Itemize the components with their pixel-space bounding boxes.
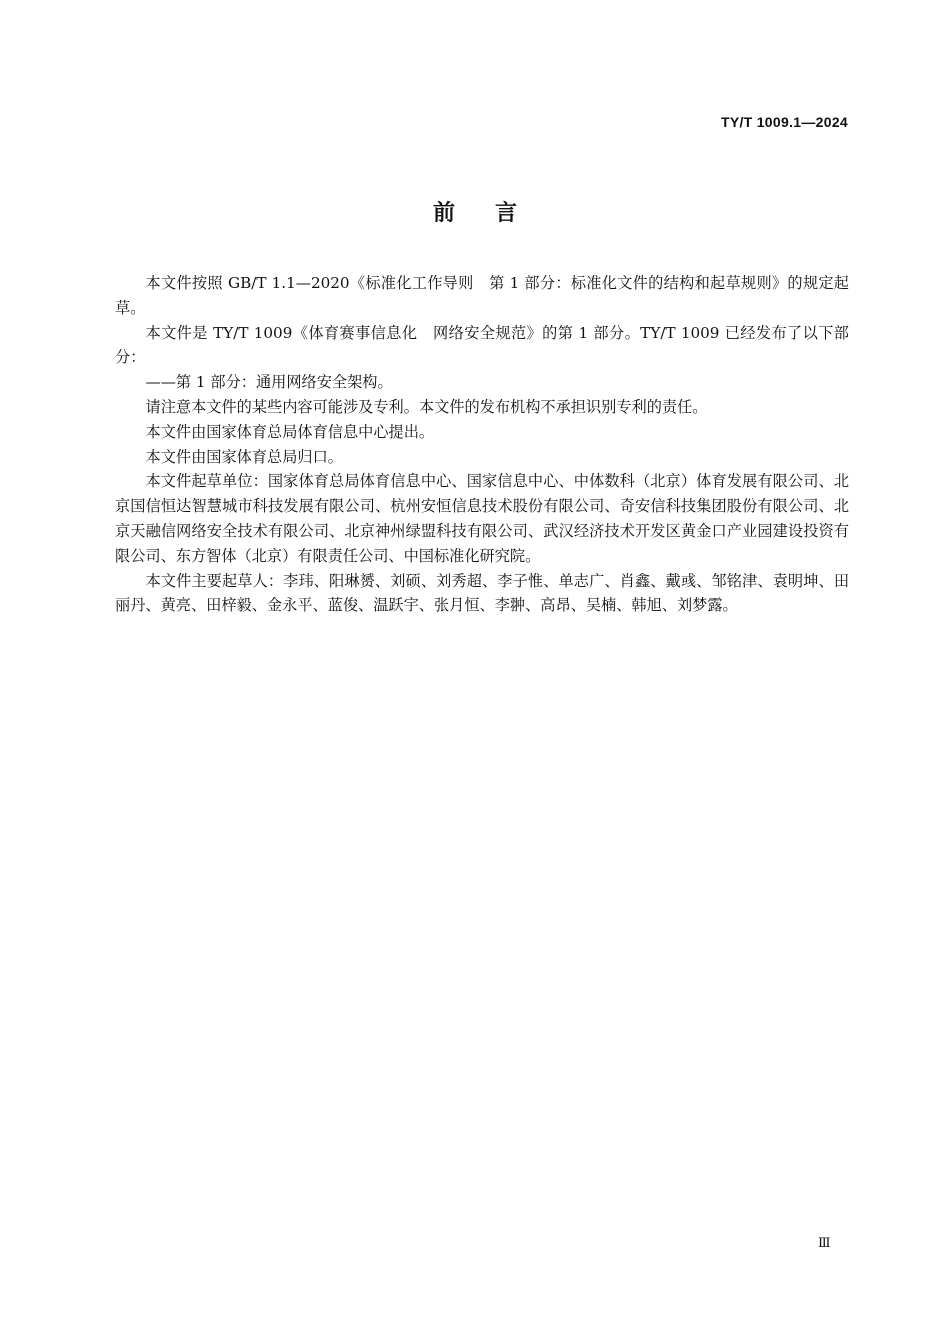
paragraph-basis: 本文件按照 GB/T 1.1—2020《标准化工作导则 第 1 部分：标准化文件的结构和起草规则》的规定起草。	[115, 274, 849, 317]
paragraph-drafting-units: 本文件起草单位：国家体育总局体育信息中心、国家信息中心、中体数科（北京）体育发展有限公司、北京国信恒达智慧城市科技发展有限公司、杭州安恒信息技术股份有限公司、奇安信科技集团股份有限公司、北京天融信网络安全技术有限公司、北京神州绿盟科技有限公司、武汉经济技术开发区黄金口产业园建设投资有限公司、东方智体（北京）有限责任公司、中国标准化研究院。	[115, 472, 849, 565]
page-title: 前言	[432, 201, 557, 226]
paragraph-series: 本文件是 TY/T 1009《体育赛事信息化 网络安全规范》的第 1 部分。TY/T 1009 已经发布了以下部分：	[115, 323, 849, 367]
paragraph-patent: 请注意本文件的某些内容可能涉及专利。本文件的发布机构不承担识别专利的责任。	[145, 397, 708, 416]
document-number: TY/T 1009.1—2024	[721, 114, 848, 130]
paragraph-administrator: 本文件由国家体育总局归口。	[145, 447, 343, 466]
page-number: Ⅲ	[818, 1236, 831, 1251]
paragraph-part-list: ——第 1 部分：通用网络安全架构。	[145, 373, 393, 392]
foreword-body	[115, 271, 849, 618]
paragraph-drafters: 本文件主要起草人：李玮、阳琳赟、刘硕、刘秀超、李子惟、单志广、肖鑫、戴彧、邹铭津、袁明坤、田丽丹、黄亮、田梓毅、金永平、蓝俊、温跃宇、张月恒、李翀、高昂、吴楠、韩旭、刘梦露。	[115, 571, 849, 615]
paragraph-proposer: 本文件由国家体育总局体育信息中心提出。	[145, 422, 435, 441]
